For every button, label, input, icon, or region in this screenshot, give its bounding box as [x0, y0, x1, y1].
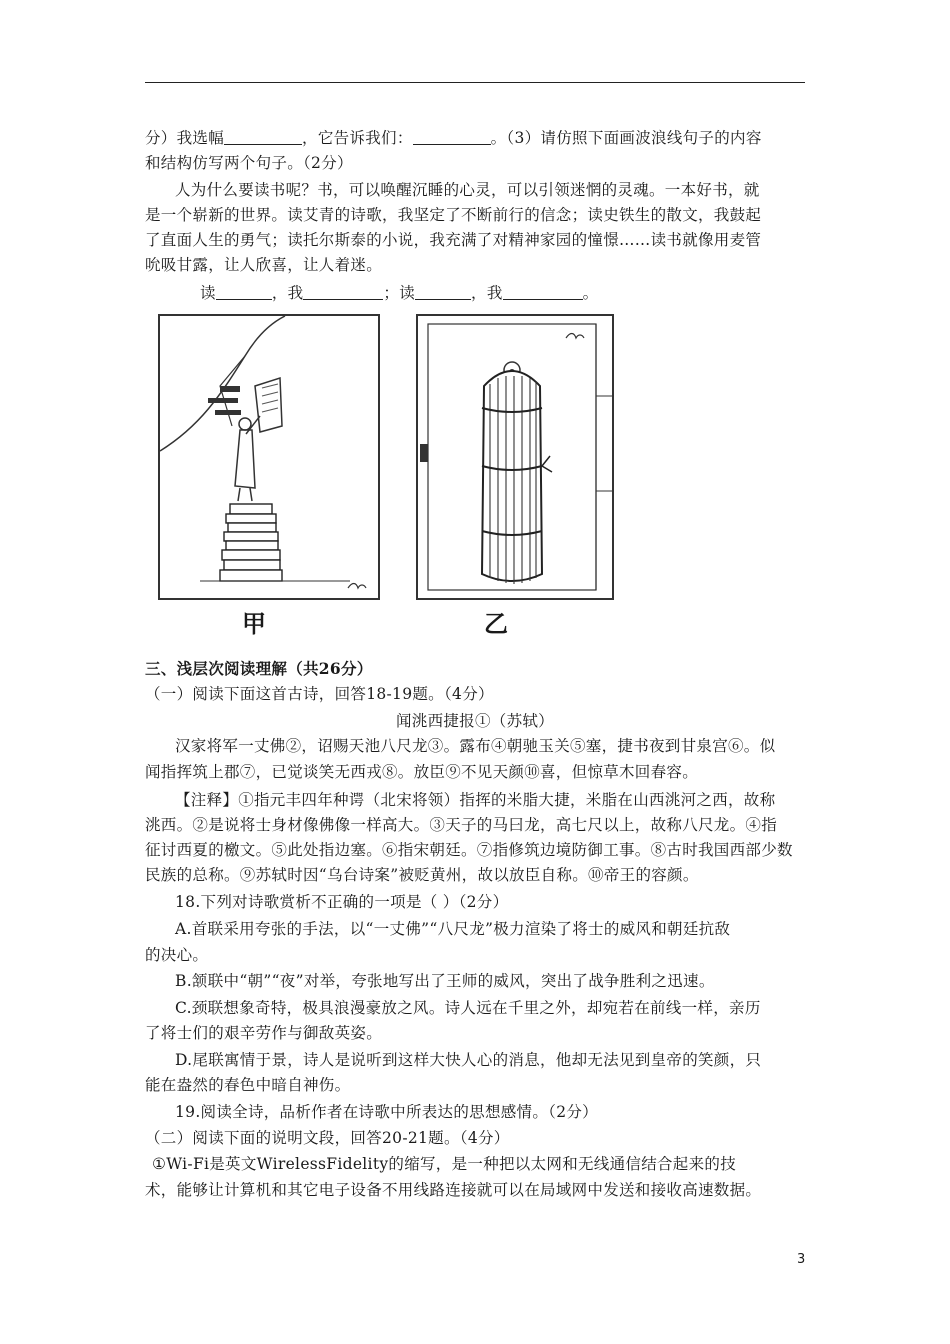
part-intro: （二）阅读下面的说明文段，回答20-21题。（4分）: [145, 1129, 510, 1147]
part-intro: （一）阅读下面这首古诗，回答18-19题。（4分）: [145, 685, 494, 703]
text: 分）我选幅: [145, 129, 225, 147]
cartoon-jia-frame: [158, 314, 380, 600]
wifi-line: 术，能够让计算机和其它电子设备不用线路连接就可以在局域网中发送和接收高速数据。: [145, 1181, 762, 1199]
option-d: D.尾联寓情于景，诗人是说听到这样大快人心的消息，他却无法见到皇帝的笑颜，只: [175, 1051, 762, 1069]
figure-label-jia: 甲: [242, 610, 266, 638]
para-line: 了直面人生的勇气；读托尔斯泰的小说，我充满了对精神家园的憧憬……读书就像用麦管: [145, 231, 762, 249]
question-19: 19.阅读全诗，品析作者在诗歌中所表达的思想感情。（2分）: [175, 1103, 598, 1121]
answer-blank[interactable]: [224, 128, 302, 145]
figure-label-yi: 乙: [484, 610, 508, 638]
poem-title: 闻洮西捷报①（苏轼）: [395, 712, 554, 730]
fill-in-line: [200, 281, 865, 306]
cartoon-yi-frame: [416, 314, 614, 600]
page-number: 3: [797, 1252, 806, 1267]
answer-blank[interactable]: [216, 283, 272, 300]
answer-blank[interactable]: [413, 128, 491, 145]
para-line: 人为什么要读书呢？书，可以唤醒沉睡的心灵，可以引领迷惘的灵魂。一本好书，就: [175, 181, 760, 199]
para-line: 是一个崭新的世界。读艾青的诗歌，我坚定了不断前行的信念；读史铁生的散文，我鼓起: [145, 206, 762, 224]
note-line: 洮西。②是说将士身材像佛像一样高大。③天子的马曰龙，高七尺以上，故称八尺龙。④指: [145, 816, 778, 834]
text-line-1: [145, 126, 810, 151]
text: 。: [582, 284, 599, 302]
note-line: 【注释】①指元丰四年种谔（北宋将领）指挥的米脂大捷，米脂在山西洮河之西，故称: [175, 791, 776, 809]
text: ，我: [471, 284, 503, 302]
text-line-2: 和结构仿写两个句子。（2分）: [145, 154, 353, 172]
cartoon-yi-drawing: [418, 316, 612, 598]
text: ；读: [383, 284, 416, 302]
note-line: 征讨西夏的檄文。⑤此处指边塞。⑥指宋朝廷。⑦指修筑边境防御工事。⑧古时我国西部少数: [145, 841, 793, 859]
wifi-line: ①Wi-Fi是英文WirelessFidelity的缩写，是一种把以太网和无线通信结合起来的技: [152, 1155, 737, 1173]
answer-blank[interactable]: [415, 283, 471, 300]
cartoon-jia-drawing: [160, 316, 378, 598]
question-18: 18.下列对诗歌赏析不正确的一项是（ ）（2分）: [175, 893, 509, 911]
text: 。（3）请仿照下面画波浪线句子的内容: [490, 129, 762, 147]
option-d-cont: 能在盎然的春色中暗自神伤。: [145, 1076, 351, 1094]
poem-line: 闻指挥筑上郡⑦，已觉谈笑无西戎⑧。放臣⑨不见天颜⑩喜，但惊草木回春容。: [145, 763, 699, 781]
option-c: C.颈联想象奇特，极具浪漫豪放之风。诗人远在千里之外，却宛若在前线一样，亲历: [175, 999, 761, 1017]
text: ，我: [271, 284, 304, 302]
answer-blank[interactable]: [303, 283, 383, 300]
option-a: A.首联采用夸张的手法，以“一丈佛”“八尺龙”极力渲染了将士的威风和朝廷抗敌: [175, 920, 731, 938]
text: ，它告诉我们：: [302, 129, 413, 147]
note-line: 民族的总称。⑨苏轼时因“乌台诗案”被贬黄州，故以放臣自称。⑩帝王的容颜。: [145, 866, 699, 884]
option-a-cont: 的决心。: [145, 946, 209, 964]
option-b: B.颔联中“朝”“夜”对举，夸张地写出了王师的威风，突出了战争胜利之迅速。: [175, 972, 715, 990]
answer-blank[interactable]: [503, 283, 583, 300]
header-rule: [145, 82, 805, 83]
option-c-cont: 了将士们的艰辛劳作与御敌英姿。: [145, 1024, 383, 1042]
para-line: 吮吸甘露，让人欣喜，让人着迷。: [145, 256, 383, 274]
text: 读: [200, 284, 216, 302]
poem-line: 汉家将军一丈佛②，诏赐天池八尺龙③。露布④朝驰玉关⑤塞，捷书夜到甘泉宫⑥。似: [175, 737, 776, 755]
section-heading: 三、浅层次阅读理解（共26分）: [145, 659, 373, 678]
